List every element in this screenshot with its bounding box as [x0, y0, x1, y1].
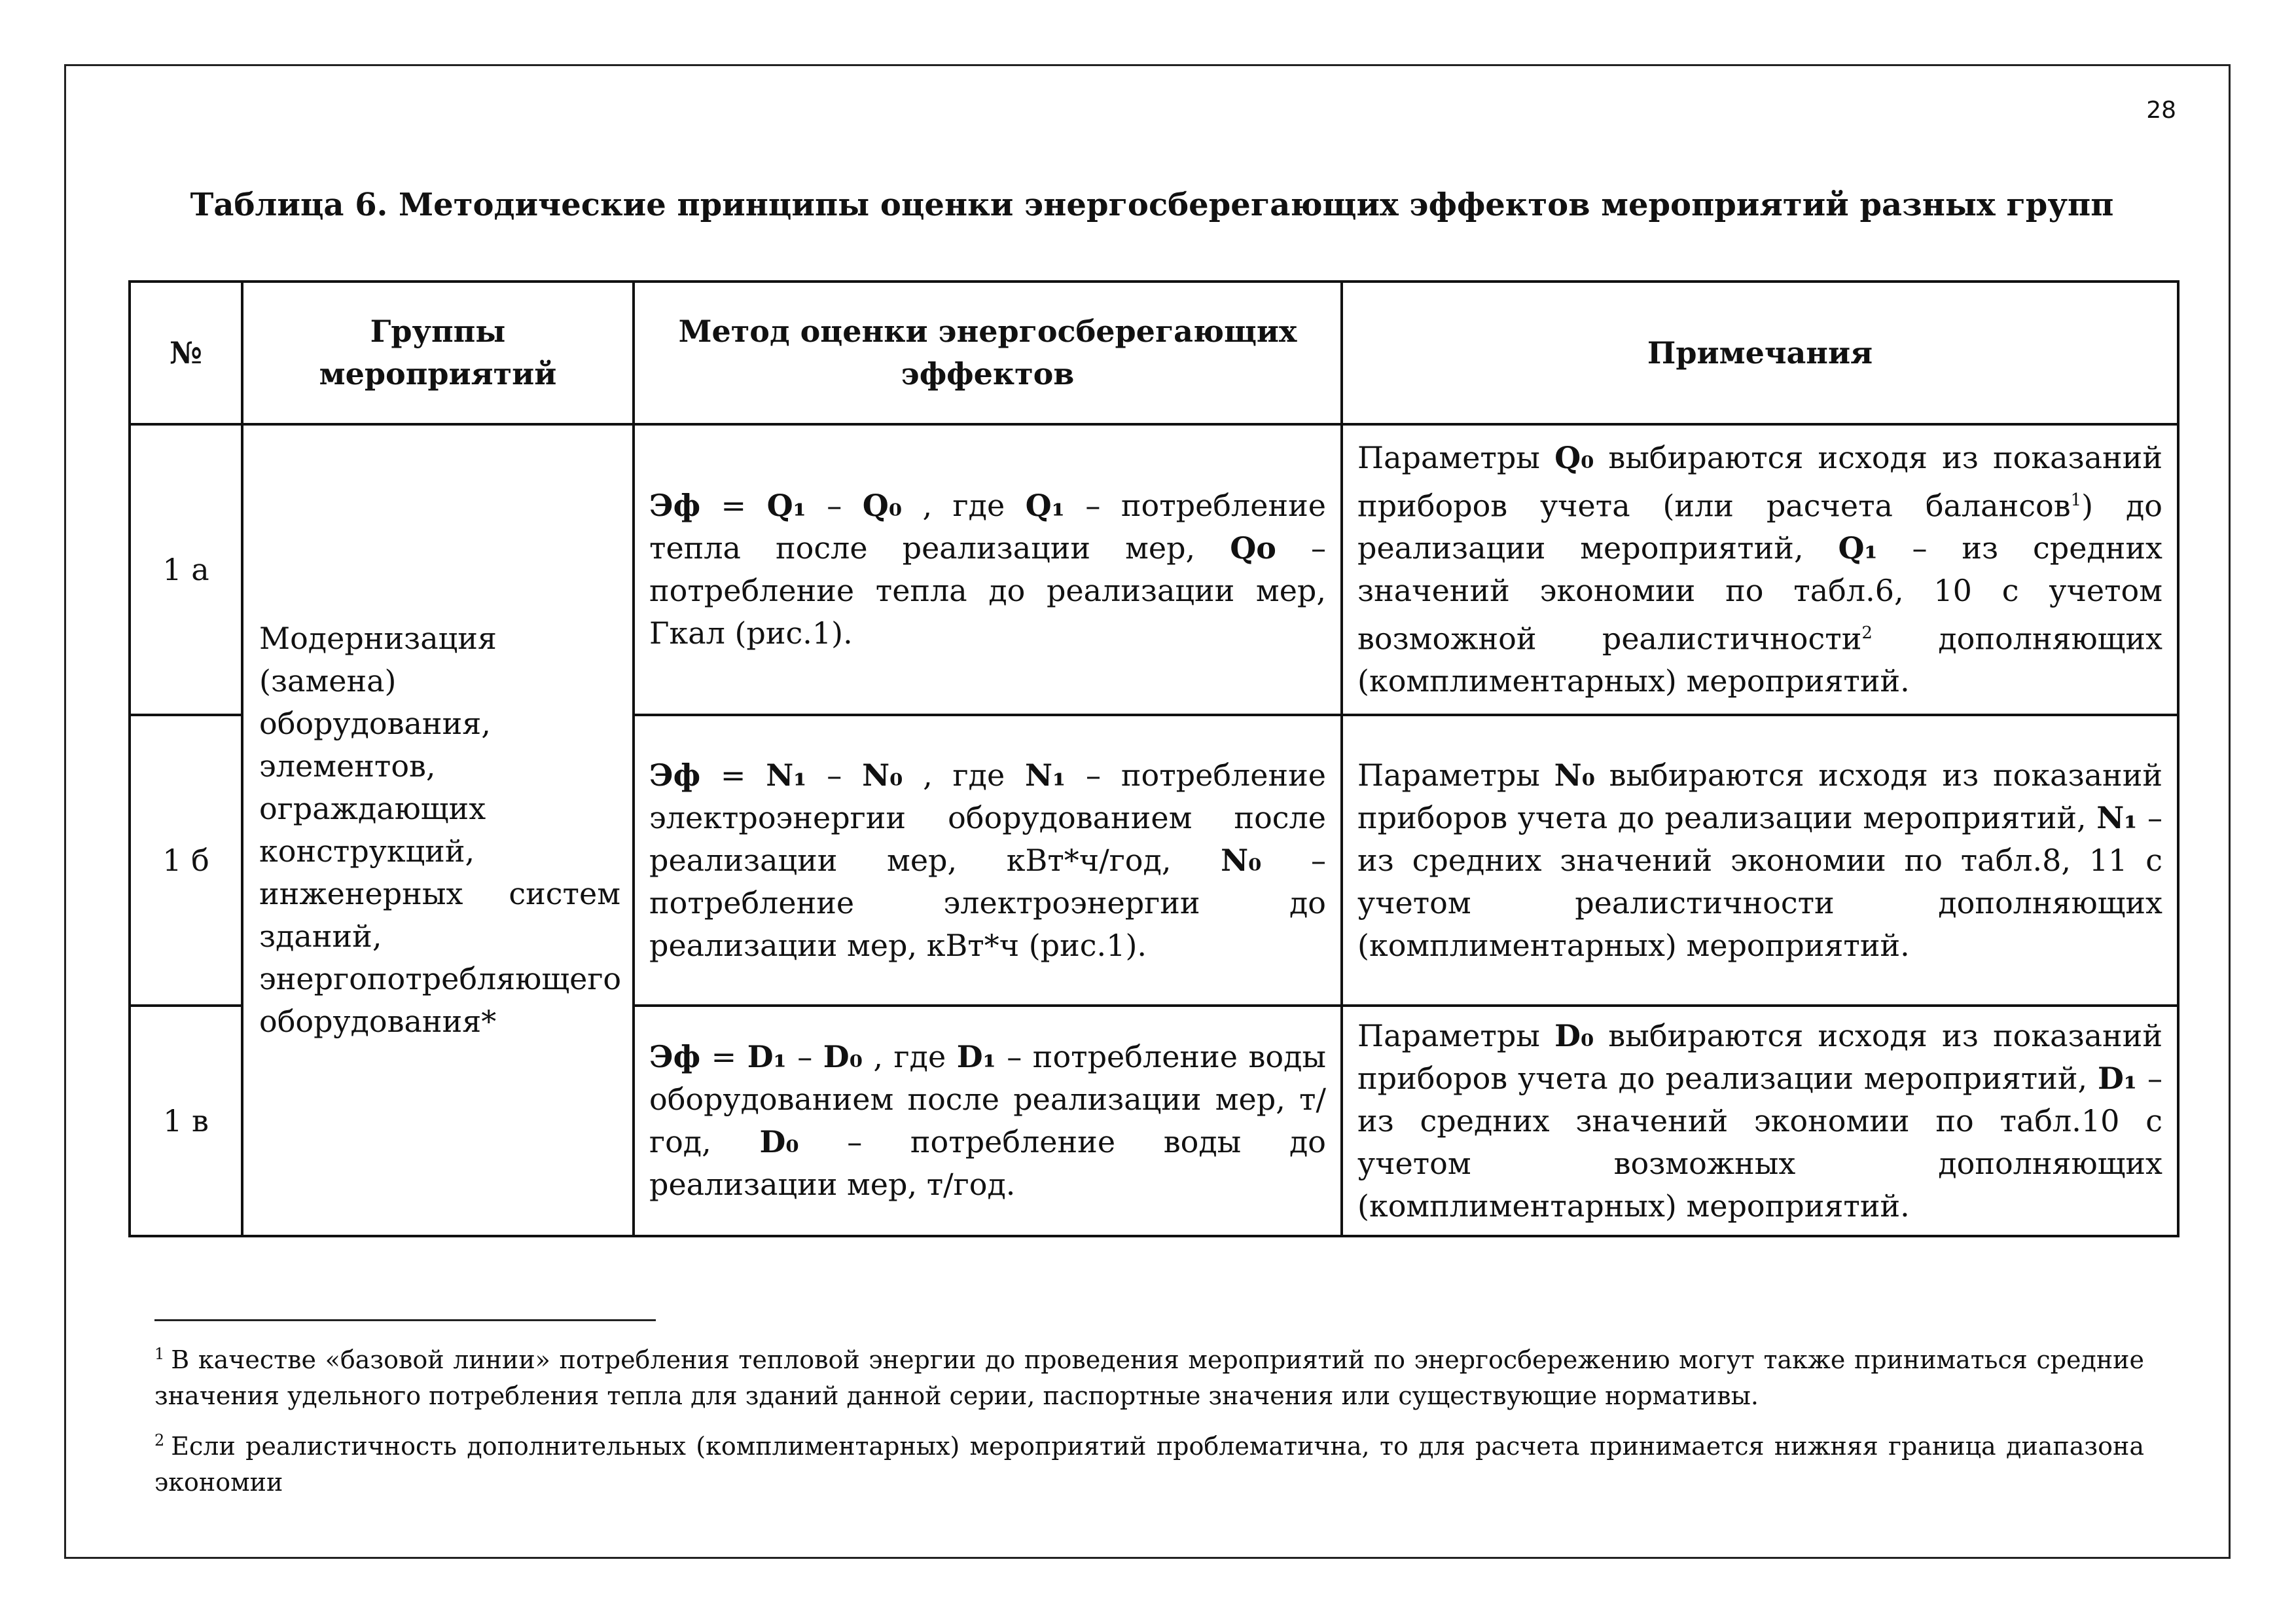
notes-text: Параметры [1357, 757, 1554, 793]
method-text: – потребление тепла до реализации мер, Гкал (рис.1). [649, 530, 1327, 651]
formula-equals: = [700, 1039, 747, 1074]
row-number: 1 а [130, 424, 242, 715]
notes-text: – из средних значений экономии по табл.10 с учетом возможных дополняющих (комплиментарных) мероприятий. [1357, 1060, 2162, 1224]
notes-text: – из средних значений экономии по табл.6, 10 с учетом возможной реалистичности [1357, 530, 2162, 657]
method-text: – потребление электроэнергии до реализации мер, кВт*ч (рис.1). [649, 842, 1326, 963]
formula-equals: = [700, 757, 766, 793]
header-notes: Примечания [1342, 282, 2178, 424]
formula-var-after: Q₁ [766, 488, 806, 523]
header-number: № [130, 282, 242, 424]
header-method: Метод оценки энергосберегающих эффектов [634, 282, 1342, 424]
notes-var-after: D₁ [2098, 1060, 2138, 1096]
footnote-ref-2[interactable]: 2 [1861, 623, 1873, 643]
notes-cell [1342, 424, 2178, 715]
formula-var-before: N₀ [862, 757, 903, 793]
formula-var-before: N₀ [1221, 842, 1262, 878]
formula-minus: – [806, 757, 863, 793]
table-row [130, 424, 2178, 715]
formula-var-before: Qo [1230, 530, 1276, 566]
formula-ef: Эф [649, 757, 701, 793]
formula-var-before: D₀ [759, 1124, 799, 1159]
table-title: Таблица 6. Методические принципы оценки энергосберегающих эффектов мероприятий разных групп [190, 187, 2114, 223]
footnote-2 [154, 1429, 2144, 1501]
footnote-mark: 2 [154, 1431, 165, 1450]
footnote-ref-1[interactable]: 1 [2070, 490, 2082, 510]
formula-var-after: D₁ [747, 1039, 787, 1074]
method-text: – потребление тепла после реализации мер, [649, 488, 1326, 566]
footnote-1 [154, 1342, 2144, 1414]
notes-var-after: N₁ [2096, 799, 2138, 835]
header-group: Группы мероприятий [242, 282, 634, 424]
notes-text: Параметры [1357, 1017, 1555, 1053]
footnote-separator [154, 1319, 656, 1321]
footnote-text: Если реалистичность дополнительных (комплиментарных) мероприятий проблематична, то для расчета принимается нижняя граница диапазона экономии [154, 1432, 2144, 1497]
notes-var-after: Q₁ [1838, 530, 1878, 566]
formula-var-after: Q₁ [1025, 488, 1065, 523]
notes-var-before: Q₀ [1554, 439, 1594, 475]
method-text: – потребление электроэнергии оборудованием после реализации мер, кВт*ч/год, [649, 757, 1326, 878]
method-cell [634, 715, 1342, 1006]
notes-text: выбираются исходя из показаний приборов учета до реализации мероприятий, [1357, 1017, 2162, 1096]
notes-text: Параметры [1357, 439, 1555, 475]
notes-var-before: D₀ [1554, 1017, 1594, 1053]
method-text: , где [903, 757, 1026, 793]
row-number: 1 б [130, 715, 242, 1006]
formula-minus: – [806, 488, 863, 523]
method-cell [634, 424, 1342, 715]
formula-ef: Эф [649, 1039, 701, 1074]
method-text: – потребление воды оборудованием после реализации мер, т/год, [649, 1039, 1327, 1159]
methods-table [128, 280, 2179, 1237]
group-cell: Модернизация (замена) оборудования, элементов, ограждающих конструкций, инженерных систем зданий, энергопотребляющего оборудования* [242, 424, 634, 1236]
formula-var-after: D₁ [956, 1039, 996, 1074]
footnote-mark: 1 [154, 1345, 165, 1363]
notes-cell [1342, 715, 2178, 1006]
formula-ef: Эф [649, 488, 701, 523]
formula-minus: – [786, 1039, 823, 1074]
notes-text: выбираются исходя из показаний приборов учета до реализации мероприятий, [1357, 757, 2163, 835]
method-cell [634, 1006, 1342, 1236]
notes-text: ) до реализации мероприятий, [1357, 488, 2162, 566]
formula-var-before: D₀ [823, 1039, 863, 1074]
notes-text: дополняющих (комплиментарных) мероприятий. [1357, 621, 2163, 699]
formula-var-before: Q₀ [862, 488, 902, 523]
row-number: 1 в [130, 1006, 242, 1236]
notes-text: – из средних значений экономии по табл.8, 11 с учетом реалистичности дополняющих (комплиментарных) мероприятий. [1357, 799, 2162, 963]
formula-var-after: N₁ [766, 757, 807, 793]
page-number: 28 [2146, 97, 2176, 124]
footnote-text: В качестве «базовой линии» потребления тепловой энергии до проведения мероприятий по энергосбережению могут также приниматься средние значения удельного потребления тепла для зданий данной серии, паспортные значения или существующие нормативы. [154, 1345, 2144, 1410]
method-text: – потребление воды до реализации мер, т/год. [649, 1124, 1326, 1202]
method-text: , где [901, 488, 1026, 523]
method-text: , где [862, 1039, 957, 1074]
table-header-row [130, 282, 2178, 424]
notes-text: выбираются исходя из показаний приборов учета (или расчета балансов [1357, 439, 2163, 523]
notes-cell [1342, 1006, 2178, 1236]
formula-equals: = [700, 488, 767, 523]
formula-var-after: N₁ [1025, 757, 1066, 793]
notes-var-before: N₀ [1554, 757, 1595, 793]
